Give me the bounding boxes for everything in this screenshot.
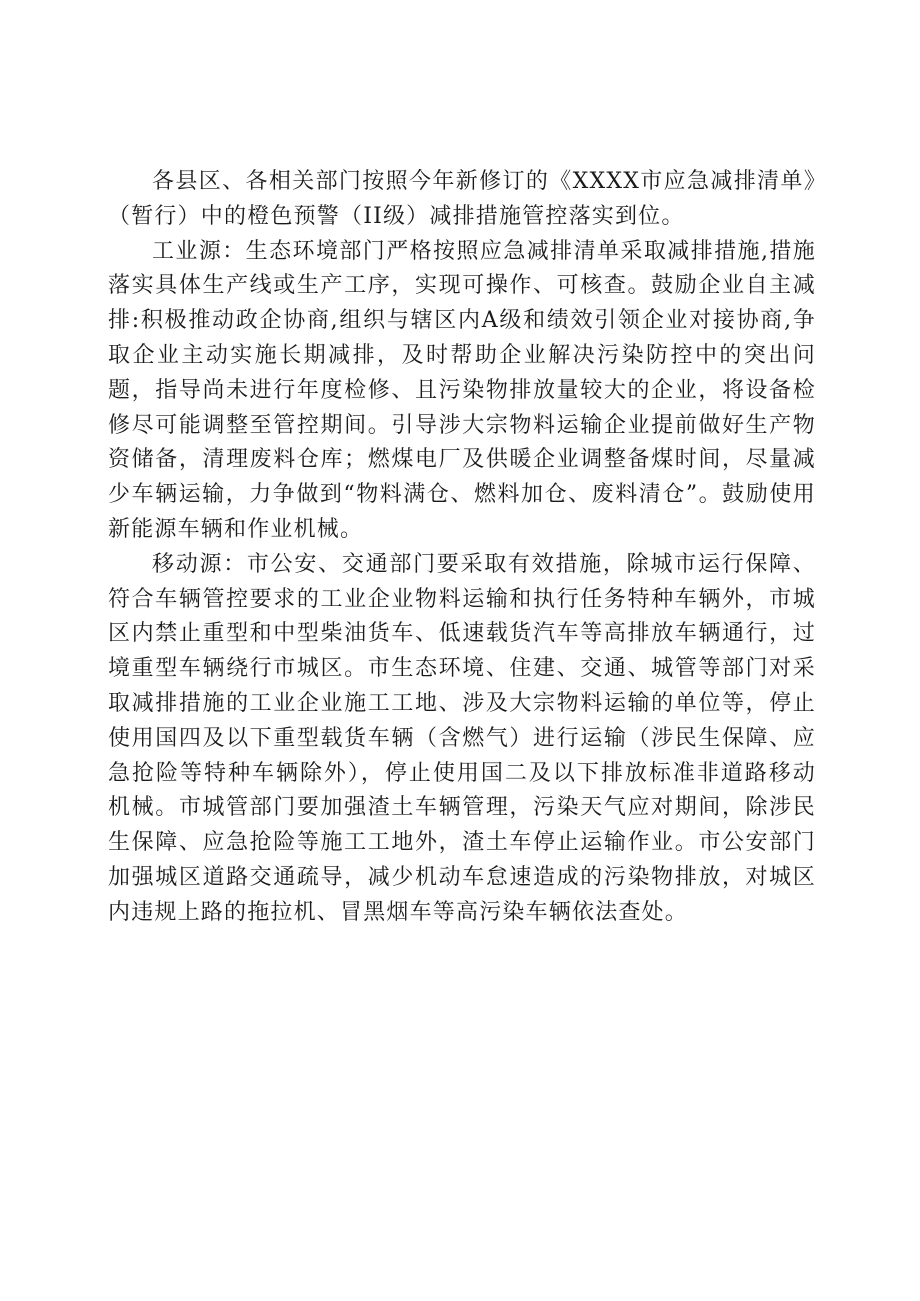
- document-body: [108, 165, 816, 931]
- paragraph-industrial-sources: 工业源：生态环境部门严格按照应急减排清单采取减排措施,措施落实具体生产线或生产工序，实现可操作、可核查。鼓励企业自主减排:积极推动政企协商,组织与辖区内A级和绩效引领企业对接协商,争取企业主动实施长期减排，及时帮助企业解决污染防控中的突出问题，指导尚未进行年度检修、且污染物排放量较大的企业，将设备检修尽可能调整至管控期间。引导涉大宗物料运输企业提前做好生产物资储备，清理废料仓库；燃煤电厂及供暖企业调整备煤时间，尽量减少车辆运输，力争做到“物料满仓、燃料加仓、废料清仓”。鼓励使用新能源车辆和作业机械。: [108, 238, 816, 542]
- paragraph-mobile-sources: 移动源：市公安、交通部门要采取有效措施，除城市运行保障、符合车辆管控要求的工业企业物料运输和执行任务特种车辆外，市城区内禁止重型和中型柴油货车、低速载货汽车等高排放车辆通行，过境重型车辆绕行市城区。市生态环境、住建、交通、城管等部门对采取减排措施的工业企业施工工地、涉及大宗物料运输的单位等，停止使用国四及以下重型载货车辆（含燃气）进行运输（涉民生保障、应急抢险等特种车辆除外），停止使用国二及以下排放标准非道路移动机械。市城管部门要加强渣土车辆管理，污染天气应对期间，除涉民生保障、应急抢险等施工工地外，渣土车停止运输作业。市公安部门加强城区道路交通疏导，减少机动车怠速造成的污染物排放，对城区内违规上路的拖拉机、冒黑烟车等高污染车辆依法查处。: [108, 551, 816, 925]
- paragraph-orange-warning-measures: 各县区、各相关部门按照今年新修订的《XXXX市应急减排清单》（暂行）中的橙色预警（II级）减排措施管控落实到位。: [108, 169, 816, 229]
